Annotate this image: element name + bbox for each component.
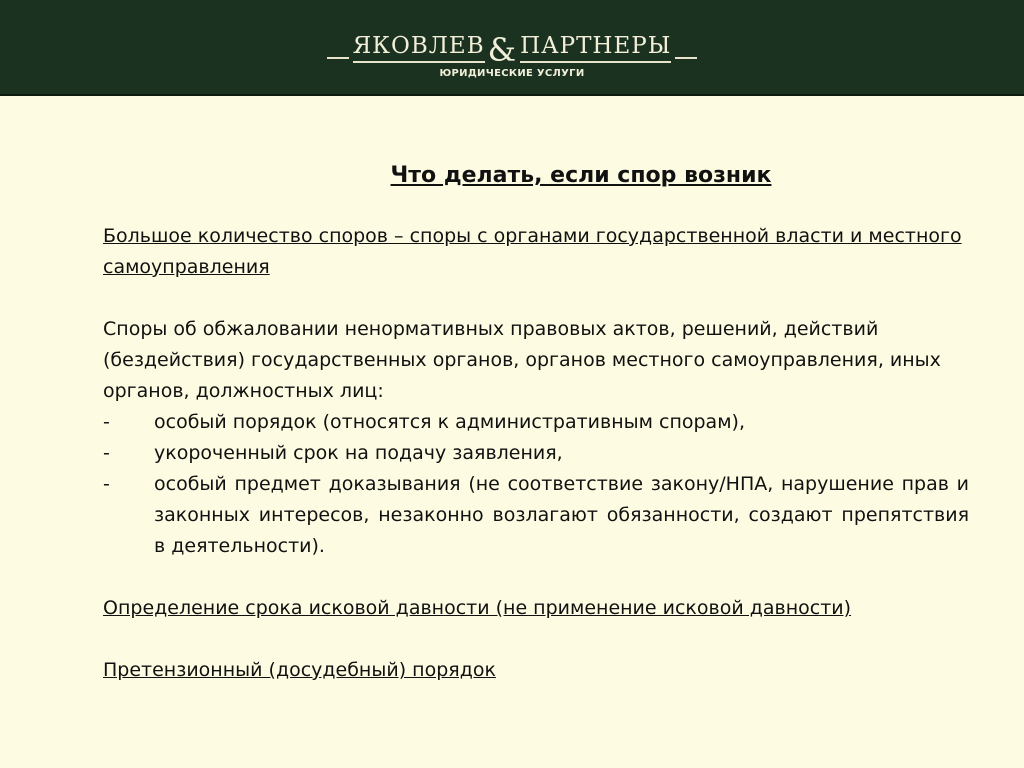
section-heading-limitation: Определение срока исковой давности (не применение исковой давности) bbox=[103, 597, 852, 619]
brand-ampersand: & bbox=[487, 31, 518, 69]
header-bar bbox=[0, 0, 1024, 96]
brand-subtitle: ЮРИДИЧЕСКИЕ УСЛУГИ bbox=[439, 68, 585, 79]
bullet-list bbox=[103, 407, 969, 562]
brand-name-left: ЯКОВЛЕВ bbox=[353, 33, 485, 63]
spacer bbox=[103, 624, 969, 655]
list-item bbox=[103, 438, 969, 469]
section-heading-disputes: Большое количество споров – споры с органами государственной власти и местного самоуправления bbox=[103, 225, 962, 278]
list-item bbox=[103, 407, 969, 438]
brand-logo bbox=[0, 23, 1024, 69]
bullet-marker: - bbox=[103, 473, 110, 495]
list-item-text: особый порядок (относятся к административным спорам), bbox=[154, 411, 745, 433]
list-item-text: особый предмет доказывания (не соответствие закону/НПА, нарушение прав и законных интересов, незаконно возлагают обязанности, создают препятствия в деятельности). bbox=[154, 473, 969, 557]
bullet-marker: - bbox=[103, 442, 110, 464]
list-item bbox=[103, 469, 969, 562]
list-item-text: укороченный срок на подачу заявления, bbox=[154, 442, 563, 464]
spacer bbox=[103, 562, 969, 593]
logo-rule-right bbox=[675, 57, 697, 59]
brand-name-right: ПАРТНЕРЫ bbox=[520, 33, 671, 63]
bullet-marker: - bbox=[103, 411, 110, 433]
spacer bbox=[103, 283, 969, 314]
logo-rule-left bbox=[327, 57, 349, 59]
slide-content bbox=[103, 160, 969, 686]
slide-title: Что делать, если спор возник bbox=[390, 163, 772, 188]
section-heading-pretrial: Претензионный (досудебный) порядок bbox=[103, 659, 496, 681]
paragraph-appeal-disputes: Споры об обжаловании ненормативных правовых актов, решений, действий (бездействия) государственных органов, органов местного самоуправления, иных органов, должностных лиц: bbox=[103, 318, 941, 402]
